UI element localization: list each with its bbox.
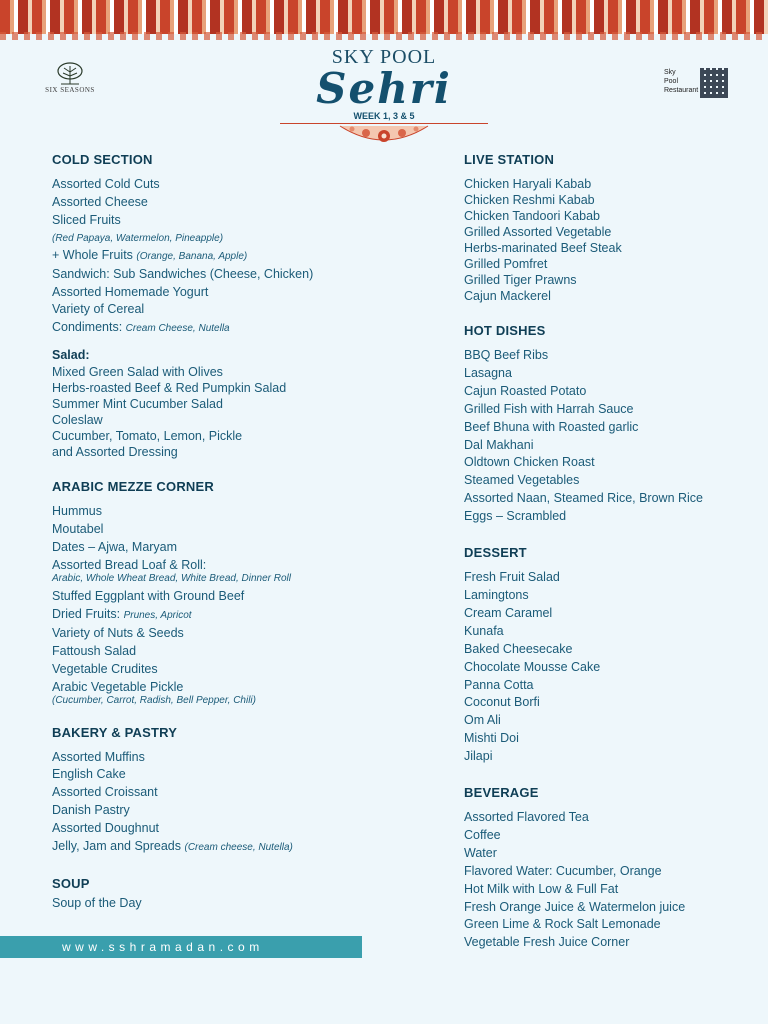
list-item: Hot Milk with Low & Full Fat — [464, 881, 619, 896]
list-item: Assorted Cheese — [52, 194, 148, 209]
list-item: Om Ali — [464, 713, 501, 728]
title-top: SKY POOL — [331, 46, 437, 68]
list-item: Coleslaw — [52, 413, 103, 428]
list-item: Assorted Croissant — [52, 785, 158, 800]
list-item: Herbs-roasted Beef & Red Pumpkin Salad — [52, 381, 287, 396]
six-seasons-logo — [40, 62, 100, 104]
list-item: Cream Caramel — [464, 605, 553, 620]
list-item: + Whole Fruits (Orange, Banana, Apple) — [52, 247, 248, 262]
list-item: Baked Cheesecake — [464, 641, 573, 656]
list-item: Beef Bhuna with Roasted garlic — [464, 419, 639, 434]
list-item: Eggs – Scrambled — [464, 509, 567, 524]
section-title-cold: COLD SECTION — [52, 152, 153, 167]
section-title-dessert: DESSERT — [464, 545, 527, 561]
list-item: Chicken Reshmi Kabab — [464, 193, 595, 207]
list-item: Dried Fruits: Prunes, Apricot — [52, 606, 192, 621]
section-title-beverage: BEVERAGE — [464, 785, 539, 801]
grid-pattern-icon — [700, 68, 728, 98]
list-item: BBQ Beef Ribs — [464, 348, 549, 362]
list-item: Flavored Water: Cucumber, Orange — [464, 863, 662, 878]
list-item: Stuffed Eggplant with Ground Beef — [52, 588, 245, 603]
list-item: Steamed Vegetables — [464, 473, 580, 488]
decorative-border — [0, 0, 768, 34]
list-item: Lamingtons — [464, 587, 529, 602]
list-item: Dates – Ajwa, Maryam — [52, 540, 178, 555]
list-item: Assorted Bread Loaf & Roll: — [52, 557, 207, 572]
list-item: Cajun Roasted Potato — [464, 383, 587, 398]
section-title-hot: HOT DISHES — [464, 323, 546, 338]
list-item: Coconut Borfi — [464, 695, 540, 710]
logo-left-text: SIX SEASONS — [45, 86, 95, 94]
title-main: Sehri — [316, 64, 452, 113]
list-item: Jelly, Jam and Spreads (Cream cheese, Nutella) — [52, 839, 293, 854]
list-item: Kunafa — [464, 623, 504, 638]
list-item: and Assorted Dressing — [52, 445, 178, 460]
list-item: Grilled Fish with Harrah Sauce — [464, 401, 634, 416]
list-item: Hummus — [52, 504, 103, 519]
sky-pool-restaurant-logo — [664, 68, 728, 102]
salad-title: Salad: — [52, 348, 90, 363]
list-item: Assorted Homemade Yogurt — [52, 284, 209, 299]
tree-icon — [55, 62, 85, 86]
list-item: Assorted Cold Cuts — [52, 177, 160, 191]
list-item: Jilapi — [464, 749, 493, 764]
footer-url-link[interactable]: www.sshramadan.com — [0, 936, 362, 958]
list-item: Vegetable Fresh Juice Corner — [464, 935, 630, 950]
list-item: Condiments: Cream Cheese, Nutella — [52, 320, 230, 335]
list-item: Chicken Tandoori Kabab — [464, 209, 600, 223]
list-item: Fattoush Salad — [52, 643, 137, 658]
section-title-bakery: BAKERY & PASTRY — [52, 724, 178, 740]
section-title-live: LIVE STATION — [464, 152, 555, 167]
list-item: Sandwich: Sub Sandwiches (Cheese, Chicken) — [52, 266, 314, 281]
section-title-soup: SOUP — [52, 875, 90, 891]
item-note: (Cucumber, Carrot, Radish, Bell Pepper, Chili) — [52, 694, 256, 706]
list-item: Chicken Haryali Kabab — [464, 177, 592, 191]
list-item: Assorted Muffins — [52, 749, 145, 764]
section-title-mezze: ARABIC MEZZE CORNER — [52, 479, 214, 495]
list-item: Assorted Doughnut — [52, 821, 160, 836]
list-item: Sliced Fruits — [52, 212, 121, 227]
list-item: Assorted Flavored Tea — [464, 810, 589, 825]
right-column — [464, 152, 754, 952]
list-item: Variety of Nuts & Seeds — [52, 625, 184, 640]
list-item: Coffee — [464, 827, 501, 842]
list-item: Arabic Vegetable Pickle — [52, 679, 184, 694]
list-item: Green Lime & Rock Salt Lemonade — [464, 917, 661, 932]
list-item: Soup of the Day — [52, 895, 142, 910]
list-item: Cucumber, Tomato, Lemon, Pickle — [52, 429, 243, 444]
menu-header — [280, 46, 488, 150]
list-item: Danish Pastry — [52, 803, 130, 818]
logo-right-words: Sky Pool Restaurant — [664, 69, 699, 94]
list-item: Herbs-marinated Beef Steak — [464, 241, 622, 255]
week-label: WEEK 1, 3 & 5 — [353, 111, 415, 121]
list-item: Lasagna — [464, 365, 512, 380]
list-item: Chocolate Mousse Cake — [464, 659, 601, 674]
floral-ornament-icon — [336, 124, 432, 150]
list-item: Mishti Doi — [464, 731, 519, 746]
list-item: Variety of Cereal — [52, 302, 145, 317]
list-item: Summer Mint Cucumber Salad — [52, 397, 223, 412]
list-item: Mixed Green Salad with Olives — [52, 365, 223, 380]
list-item: Moutabel — [52, 522, 104, 537]
list-item: Cajun Mackerel — [464, 289, 551, 303]
list-item: Panna Cotta — [464, 677, 534, 692]
item-note: (Red Papaya, Watermelon, Pineapple) — [52, 232, 224, 244]
list-item: Grilled Pomfret — [464, 257, 548, 271]
list-item: Fresh Orange Juice & Watermelon juice — [464, 899, 686, 914]
list-item: Grilled Tiger Prawns — [464, 273, 577, 287]
list-item: English Cake — [52, 767, 126, 782]
list-item: Water — [464, 845, 497, 860]
left-column — [52, 152, 352, 913]
list-item: Oldtown Chicken Roast — [464, 455, 595, 470]
item-note: Arabic, Whole Wheat Bread, White Bread, Dinner Roll — [52, 572, 291, 584]
list-item: Grilled Assorted Vegetable — [464, 225, 612, 239]
list-item: Vegetable Crudites — [52, 661, 158, 676]
list-item: Dal Makhani — [464, 437, 534, 452]
list-item: Assorted Naan, Steamed Rice, Brown Rice — [464, 491, 703, 506]
list-item: Fresh Fruit Salad — [464, 570, 560, 585]
